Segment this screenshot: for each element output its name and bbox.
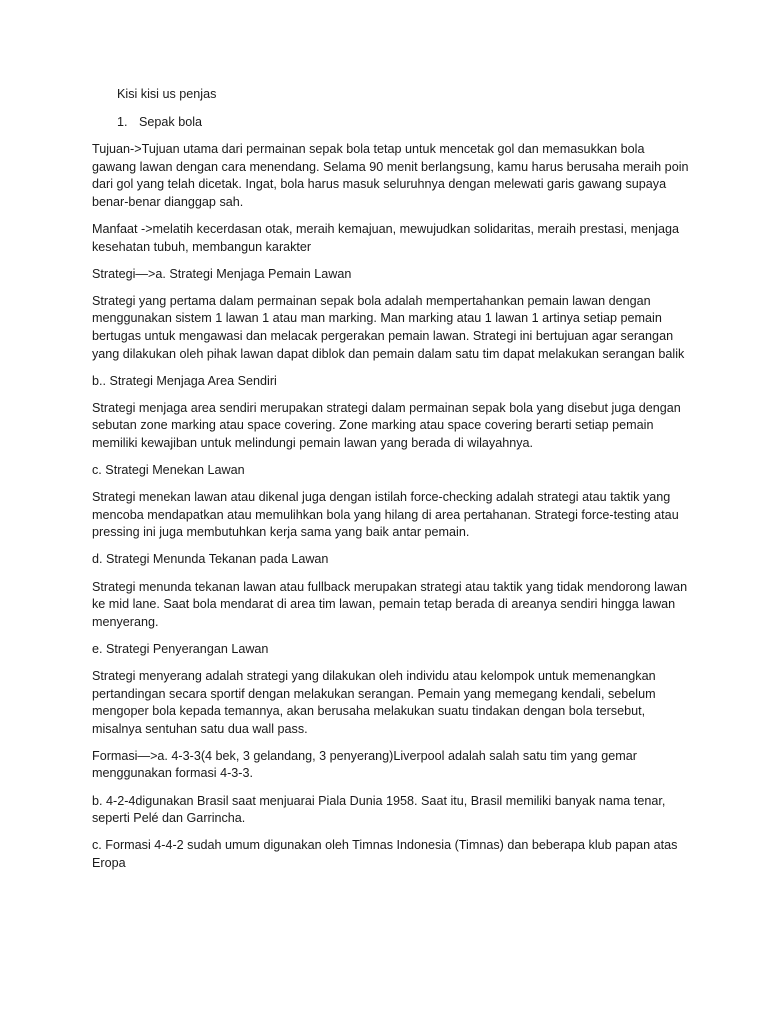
heading-strategi-e: e. Strategi Penyerangan Lawan	[92, 641, 269, 656]
heading-strategi-d: d. Strategi Menunda Tekanan pada Lawan	[92, 552, 329, 567]
heading-strategi-b: b.. Strategi Menjaga Area Sendiri	[92, 373, 277, 388]
paragraph-strategi-b: Strategi menjaga area sendiri merupakan strategi dalam permainan sepak bola yang disebut juga dengan sebutan zone marking atau space covering. Zone marking atau space covering berarti setiap pemain memiliki kewajiban untuk melindungi pemain lawan yang berada di wilayahnya.	[92, 400, 681, 450]
paragraph-formasi-a: Formasi—>a. 4-3-3(4 bek, 3 gelandang, 3 penyerang)Liverpool adalah salah satu tim yang gemar menggunakan formasi 4-3-3.	[92, 748, 637, 781]
heading-strategi-a: Strategi—>a. Strategi Menjaga Pemain Lawan	[92, 266, 352, 281]
document-title: Kisi kisi us penjas	[117, 87, 217, 101]
paragraph-strategi-c: Strategi menekan lawan atau dikenal juga dengan istilah force-checking adalah strategi atau taktik yang mencoba mendapatkan atau memulihkan bola yang hilang di area pertahanan. Strategi force-testing atau pressing ini juga membutuhkan kerja sama yang baik antar pemain.	[92, 490, 679, 540]
section-heading: Sepak bola	[139, 114, 203, 129]
paragraph-tujuan: Tujuan->Tujuan utama dari permainan sepak bola tetap untuk mencetak gol dan memasukkan bola gawang lawan dengan cara menendang. Selama 90 menit berlangsung, kamu harus berusaha meraih poin dari gol yang telah dicetak. Ingat, bola harus masuk seluruhnya dengan melewati garis gawang supaya benar-benar dianggap sah.	[92, 142, 689, 209]
paragraph-strategi-e: Strategi menyerang adalah strategi yang dilakukan oleh individu atau kelompok untuk memenangkan pertandingan secara sportif dengan melakukan serangan. Pemain yang memegang kendali, sebelum mengoper bola kepada temannya, akan berusaha melakukan suatu tindakan dengan bola tersebut, misalnya sentuhan satu dua wall pass.	[92, 668, 656, 736]
heading-strategi-c: c. Strategi Menekan Lawan	[92, 463, 245, 478]
paragraph-formasi-b: b. 4-2-4digunakan Brasil saat menjuarai Piala Dunia 1958. Saat itu, Brasil memiliki banyak nama tenar, seperti Pelé dan Garrincha.	[92, 793, 666, 826]
numbered-item	[92, 114, 692, 132]
document-body	[92, 86, 692, 882]
list-number: 1.	[117, 114, 128, 129]
paragraph-manfaat: Manfaat ->melatih kecerdasan otak, meraih kemajuan, mewujudkan solidaritas, meraih prestasi, menjaga kesehatan tubuh, membangun karakter	[92, 222, 679, 254]
paragraph-strategi-a: Strategi yang pertama dalam permainan sepak bola adalah mempertahankan pemain lawan dengan menggunakan sistem 1 lawan 1 atau man marking. Man marking atau 1 lawan 1 artinya setiap pemain bertugas untuk mengawasi dan melacak pergerakan pemain lawan. Strategi ini bertujuan agar serangan yang dilakukan oleh pihak lawan dapat diblok dan pemain dalam satu tim dapat melakukan serangan balik	[92, 293, 685, 361]
paragraph-formasi-c: c. Formasi 4-4-2 sudah umum digunakan oleh Timnas Indonesia (Timnas) dan beberapa klub papan atas Eropa	[92, 838, 678, 870]
paragraph-strategi-d: Strategi menunda tekanan lawan atau fullback merupakan strategi atau taktik yang tidak mendorong lawan ke mid lane. Saat bola mendarat di area tim lawan, pemain tetap berada di areanya sendiri hingga lawan menyerang.	[92, 579, 688, 629]
